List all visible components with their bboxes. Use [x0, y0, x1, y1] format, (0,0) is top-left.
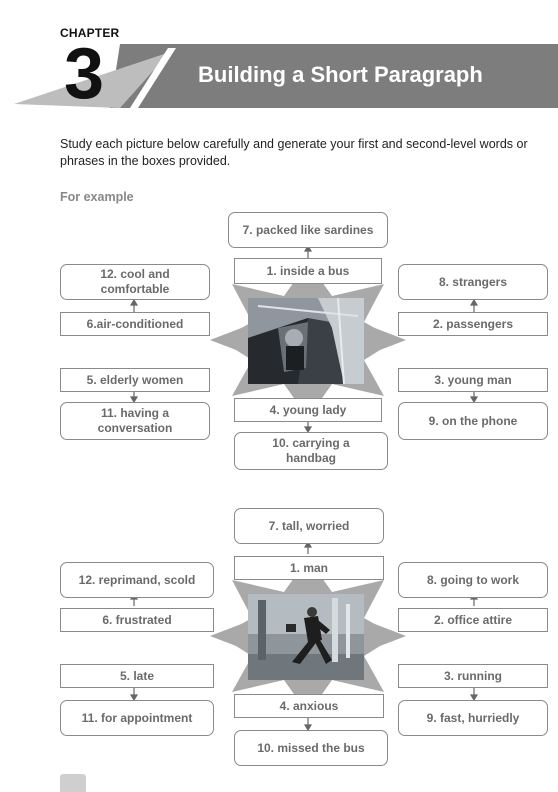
diagram1-box-3: 3. young man — [398, 368, 548, 392]
diagram2-box-4: 4. anxious — [234, 694, 384, 718]
diagram1-box-5: 5. elderly women — [60, 368, 210, 392]
instructions-text: Study each picture below carefully and generate your first and second-level words or phrases in the boxes provided. — [60, 137, 528, 168]
page-number-tab — [60, 774, 86, 792]
chapter-label: CHAPTER — [60, 26, 120, 40]
diagram1-box-8: 8. strangers — [398, 264, 548, 300]
chapter-title: Building a Short Paragraph — [198, 62, 483, 87]
diagram1-box-4: 4. young lady — [234, 398, 382, 422]
diagram2-box-3: 3. running — [398, 664, 548, 688]
diagram1-box-1: 1. inside a bus — [234, 258, 382, 284]
diagram1-box-6: 6.air-conditioned — [60, 312, 210, 336]
diagram2-box-1: 1. man — [234, 556, 384, 580]
diagram2-box-7: 7. tall, worried — [234, 508, 384, 544]
diagram2-box-12: 12. reprimand, scold — [60, 562, 214, 598]
diagram1-box-9: 9. on the phone — [398, 402, 548, 440]
diagram2-box-9: 9. fast, hurriedly — [398, 700, 548, 736]
diagram1-box-2: 2. passengers — [398, 312, 548, 336]
diagram1-box-12: 12. cool and comfortable — [60, 264, 210, 300]
chapter-number: 3 — [64, 34, 105, 114]
example-label: For example — [60, 190, 134, 204]
running-man-photo — [248, 594, 364, 680]
diagram2-box-6: 6. frustrated — [60, 608, 214, 632]
diagram2-box-11: 11. for appointment — [60, 700, 214, 736]
diagram2-box-8: 8. going to work — [398, 562, 548, 598]
diagram1-box-10: 10. carrying a handbag — [234, 432, 388, 470]
diagram2-box-5: 5. late — [60, 664, 214, 688]
diagram2-box-10: 10. missed the bus — [234, 730, 388, 766]
diagram1-box-7: 7. packed like sardines — [228, 212, 388, 248]
diagram2-box-2: 2. office attire — [398, 608, 548, 632]
diagram1-box-11: 11. having a conversation — [60, 402, 210, 440]
